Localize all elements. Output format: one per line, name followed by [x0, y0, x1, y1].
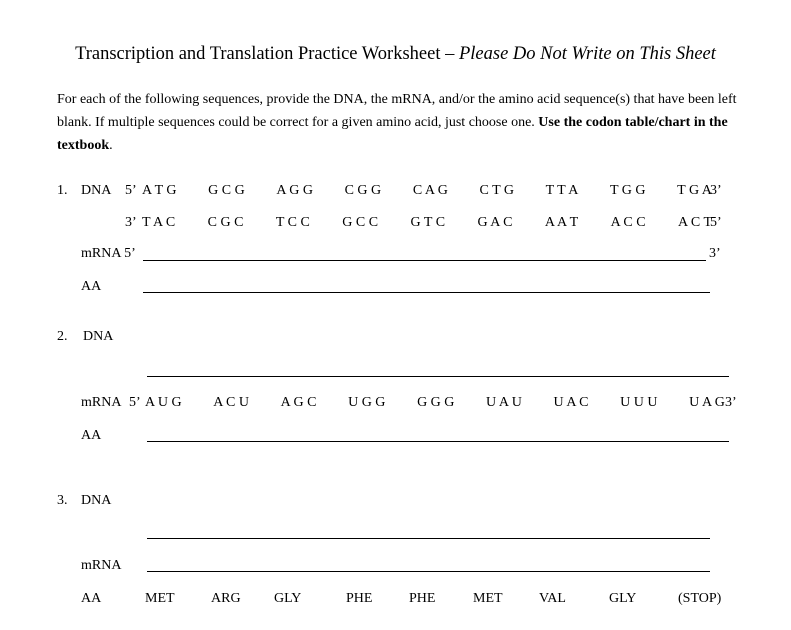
codon: T C C: [275, 215, 310, 230]
page-title: [0, 44, 791, 65]
codon: A T G: [142, 183, 177, 198]
q1-top-suffix: 3’: [710, 183, 722, 198]
codon: A C C: [610, 215, 646, 230]
amino-acid: ARG: [211, 591, 241, 606]
codon: A A T: [544, 215, 579, 230]
instructions: [57, 88, 737, 157]
q3-mrna-label: mRNA: [81, 558, 122, 573]
codon: T G G: [609, 183, 646, 198]
codon: A G G: [276, 183, 313, 198]
q1-top-strand: [142, 182, 712, 200]
instructions-end: .: [109, 138, 113, 153]
codon: G A C: [477, 215, 513, 230]
q1-bottom-strand: [142, 214, 712, 232]
q2-aa-label: AA: [81, 428, 102, 443]
codon: U A U: [486, 395, 522, 410]
q3-aa-label: AA: [81, 591, 102, 606]
q3-mrna-blank-line[interactable]: [147, 571, 710, 572]
codon: T T A: [545, 183, 579, 198]
instructions-bold: Use the codon table/chart in the textbook: [57, 115, 728, 153]
codon: A U G: [145, 395, 182, 410]
q1-bottom-suffix: 5’: [710, 215, 722, 230]
instructions-text: For each of the following sequences, provide the DNA, the mRNA, and/or the amino acid sequence(s) that have been left blank. If multiple sequences could be correct for a given amino acid, just choose one.: [57, 92, 737, 130]
title-main: Transcription and Translation Practice Worksheet –: [75, 44, 459, 64]
q3-dna-label: DNA: [81, 493, 112, 508]
codon: U U U: [620, 395, 658, 410]
q2-mrna-label: mRNA: [81, 395, 122, 410]
q1-number: 1.: [57, 183, 68, 198]
q2-mrna-strand: [145, 394, 725, 412]
q1-bottom-prefix: 3’: [125, 215, 137, 230]
q3-dna-blank-line[interactable]: [147, 538, 710, 539]
amino-acid: VAL: [539, 591, 566, 606]
q1-mrna-end: 3’: [709, 246, 721, 261]
q2-mrna-suffix: 3’: [725, 395, 737, 410]
codon: C T G: [479, 183, 514, 198]
codon: C G G: [344, 183, 382, 198]
q1-aa-blank-line[interactable]: [143, 292, 710, 293]
codon: U A G: [689, 395, 725, 410]
amino-acid: PHE: [346, 591, 373, 606]
codon: C G C: [207, 215, 244, 230]
q2-dna-blank-line[interactable]: [147, 376, 729, 377]
codon: C A G: [412, 183, 448, 198]
q1-mrna-blank-line[interactable]: [143, 260, 706, 261]
codon: U G G: [348, 395, 386, 410]
codon: G C C: [342, 215, 379, 230]
amino-acid: MET: [145, 591, 175, 606]
q2-aa-blank-line[interactable]: [147, 441, 729, 442]
codon: G C G: [208, 183, 245, 198]
codon: U A C: [553, 395, 589, 410]
amino-acid: (STOP): [678, 591, 722, 606]
amino-acid: GLY: [274, 591, 302, 606]
q1-aa-label: AA: [81, 279, 102, 294]
codon: T A C: [142, 215, 176, 230]
codon: G G G: [417, 395, 455, 410]
q1-dna-label: DNA: [81, 183, 112, 198]
codon: G T C: [410, 215, 446, 230]
q1-mrna-label: mRNA 5’: [81, 246, 136, 261]
q2-mrna-prefix: 5’: [129, 395, 141, 410]
q1-top-prefix: 5’: [125, 183, 137, 198]
q3-number: 3.: [57, 493, 68, 508]
codon: A G C: [280, 395, 317, 410]
q2-number: 2.: [57, 329, 68, 344]
q2-dna-label: DNA: [83, 329, 114, 344]
amino-acid: PHE: [409, 591, 436, 606]
amino-acid: GLY: [609, 591, 637, 606]
codon: A C U: [213, 395, 249, 410]
title-italic: Please Do Not Write on This Sheet: [458, 44, 716, 64]
codon: A C T: [678, 215, 712, 230]
codon: T G A: [677, 183, 712, 198]
amino-acid: MET: [473, 591, 503, 606]
